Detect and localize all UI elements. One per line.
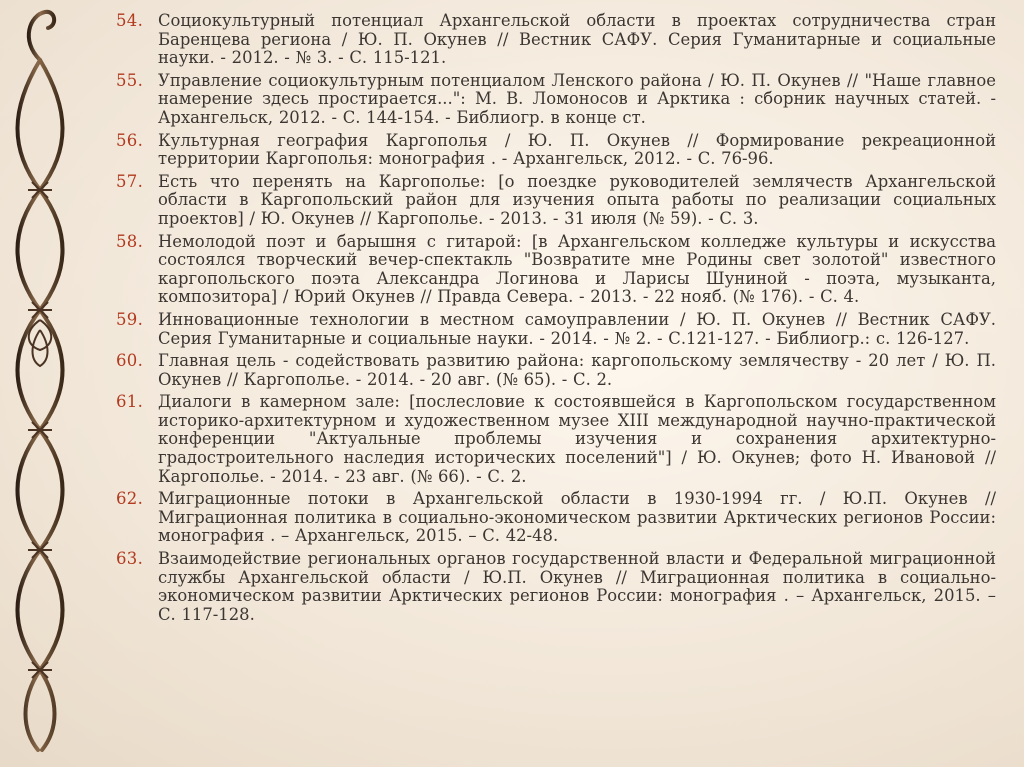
item-text: Немолодой поэт и барышня с гитарой: [в Архангельском колледже культуры и искусства состоялся творческий вечер-спектакль "Возвратите мне Родины свет золотой" известного каргопольского поэта Александра Логинова и Ларисы Шуниной - поэта, музыканта, композитора] / Юрий Окунев // Правда Севера. - 2013. - 22 нояб. (№ 176). - С. 4. [158, 231, 996, 307]
ornamental-border-icon [0, 0, 80, 767]
item-number: 58. [116, 231, 144, 251]
list-item [116, 233, 996, 307]
item-text: Взаимодействие региональных органов государственной власти и Федеральной миграционной службы Архангельской области / Ю.П. Окунев // Миграционная политика в социально-экономическом развитии Арктических регионов России: монография . – Архангельск, 2015. – С. 117-128. [158, 549, 996, 624]
list-item [116, 72, 996, 128]
list-item [116, 550, 996, 624]
item-number: 59. [116, 309, 144, 329]
item-number: 57. [116, 171, 144, 191]
list-item [116, 173, 996, 229]
item-number: 56. [116, 130, 144, 150]
item-number: 61. [116, 392, 144, 412]
item-text: Социокультурный потенциал Архангельской области в проектах сотрудничества стран Баренцева региона / Ю. П. Окунев // Вестник САФУ. Серия Гуманитарные и социальные науки. - 2012. - № 3. - С. 115-121. [158, 11, 996, 68]
item-text: Есть что перенять на Каргополье: [о поездке руководителей землячеств Архангельской области в Каргопольский район для изучения опыта работы по реализации социальных проектов] / Ю. Окунев // Каргополье. - 2013. - 31 июля (№ 59). - С. 3. [158, 171, 996, 228]
item-text: Диалоги в камерном зале: [послесловие к состоявшейся в Каргопольском государственном историко-архитектурном и художественном музее XIII международной научно-практической конференции "Актуальные проблемы изучения и сохранения архитектурно-градостроительного наследия исторических поселений"] / Ю. Окунев; фото Н. Ивановой // Каргополье. - 2014. - 23 авг. (№ 66). - С. 2. [158, 392, 996, 486]
item-text: Управление социокультурным потенциалом Ленского района / Ю. П. Окунев // "Наше главное намерение здесь простирается...": М. В. Ломоносов и Арктика : сборник научных статей. - Архангельск, 2012. - С. 144-154. - Библиогр. в конце ст. [158, 70, 996, 127]
item-text: Инновационные технологии в местном самоуправлении / Ю. П. Окунев // Вестник САФУ. Серия Гуманитарные и социальные науки. - 2014. - № 2. - С.121-127. - Библиогр.: с. 126-127. [158, 309, 996, 348]
list-item [116, 490, 996, 546]
list-item [116, 352, 996, 389]
list-item [116, 311, 996, 348]
bibliography-list [116, 12, 996, 628]
item-number: 62. [116, 489, 144, 509]
item-text: Культурная география Каргополья / Ю. П. Окунев // Формирование рекреационной территории Каргополья: монография . - Архангельск, 2012. - С. 76-96. [158, 130, 996, 169]
list-item [116, 393, 996, 486]
item-text: Миграционные потоки в Архангельской области в 1930-1994 гг. / Ю.П. Окунев // Миграционная политика в социально-экономическом развитии Арктических регионов России: монография . – Архангельск, 2015. – С. 42-48. [158, 489, 996, 546]
item-number: 55. [116, 70, 144, 90]
list-item [116, 132, 996, 169]
item-number: 54. [116, 11, 144, 30]
item-number: 60. [116, 351, 144, 371]
item-number: 63. [116, 549, 144, 569]
list-item [116, 12, 996, 68]
item-text: Главная цель - содействовать развитию района: каргопольскому землячеству - 20 лет / Ю. П. Окунев // Каргополье. - 2014. - 20 авг. (№ 65). - С. 2. [158, 351, 996, 389]
